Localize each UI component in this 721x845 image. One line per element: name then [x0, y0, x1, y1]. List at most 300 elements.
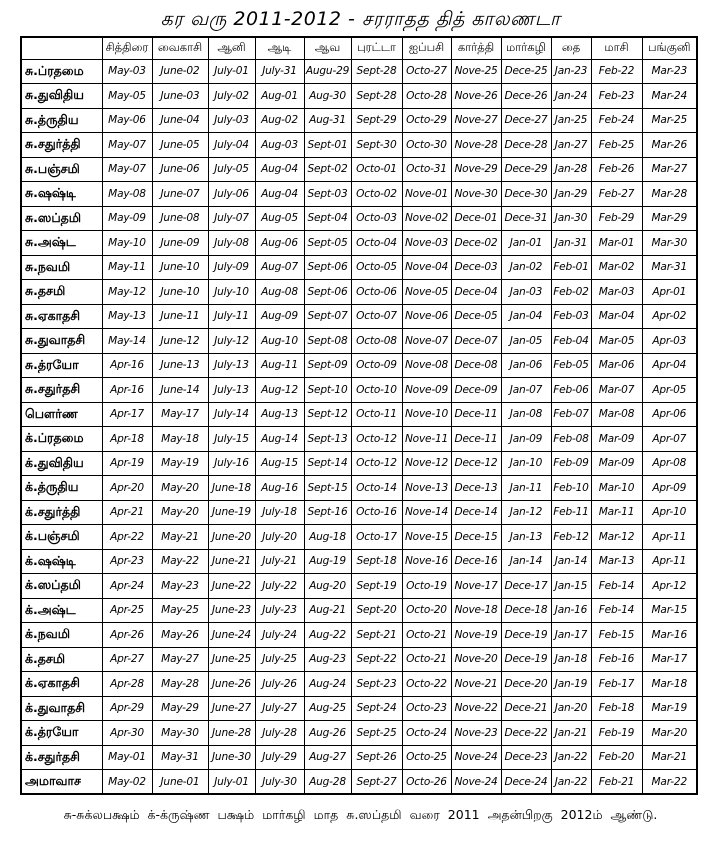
- date-cell: Octo-10: [351, 378, 402, 403]
- date-cell: Octo-02: [351, 182, 402, 207]
- date-cell: Aug-14: [255, 427, 304, 452]
- table-row: [21, 280, 697, 305]
- tithi-name: சு.சதுர்தசி: [21, 378, 102, 403]
- date-cell: Jan-22: [551, 770, 591, 795]
- date-cell: Dece-12: [451, 451, 501, 476]
- date-cell: July-23: [255, 598, 304, 623]
- tithi-name: சு.ஏகாதசி: [21, 304, 102, 329]
- date-cell: Aug-01: [255, 84, 304, 109]
- date-cell: June-06: [152, 157, 208, 182]
- date-cell: Octo-12: [351, 451, 402, 476]
- date-cell: Nove-06: [402, 304, 451, 329]
- date-cell: Octo-14: [351, 476, 402, 501]
- date-cell: Mar-21: [642, 745, 697, 770]
- date-cell: Nove-27: [451, 108, 501, 133]
- date-cell: Aug-10: [255, 329, 304, 354]
- date-cell: Mar-24: [642, 84, 697, 109]
- date-cell: May-06: [102, 108, 152, 133]
- date-cell: Nove-07: [402, 329, 451, 354]
- date-cell: Apr-11: [642, 549, 697, 574]
- date-cell: May-01: [102, 745, 152, 770]
- date-cell: Nove-20: [451, 647, 501, 672]
- date-cell: June-08: [152, 206, 208, 231]
- date-cell: Sept-29: [351, 108, 402, 133]
- corner-cell: [21, 37, 102, 59]
- table-row: [21, 157, 697, 182]
- date-cell: Jan-31: [551, 231, 591, 256]
- tithi-name: சு.துவாதசி: [21, 329, 102, 354]
- date-cell: Octo-17: [351, 525, 402, 550]
- table-row: [21, 353, 697, 378]
- tithi-name: க்.ப்ரதமை: [21, 427, 102, 452]
- date-cell: Aug-23: [304, 647, 351, 672]
- date-cell: July-26: [255, 672, 304, 697]
- date-cell: Aug-19: [304, 549, 351, 574]
- date-cell: Mar-17: [642, 647, 697, 672]
- date-cell: May-10: [102, 231, 152, 256]
- date-cell: Mar-12: [591, 525, 642, 550]
- date-cell: June-02: [152, 59, 208, 84]
- tithi-name: சு.நவமி: [21, 255, 102, 280]
- date-cell: July-24: [255, 623, 304, 648]
- date-cell: Dece-22: [501, 721, 551, 746]
- date-cell: July-08: [208, 231, 255, 256]
- date-cell: Nove-24: [451, 770, 501, 795]
- table-row: [21, 574, 697, 599]
- date-cell: Aug-27: [304, 745, 351, 770]
- date-cell: May-28: [152, 672, 208, 697]
- date-cell: Octo-24: [402, 721, 451, 746]
- date-cell: Mar-19: [642, 696, 697, 721]
- date-cell: Mar-09: [591, 451, 642, 476]
- date-cell: May-26: [152, 623, 208, 648]
- date-cell: Apr-04: [642, 353, 697, 378]
- date-cell: Sept-04: [304, 206, 351, 231]
- date-cell: Jan-08: [501, 402, 551, 427]
- date-cell: Feb-29: [591, 206, 642, 231]
- date-cell: Nove-02: [402, 206, 451, 231]
- date-cell: June-20: [208, 525, 255, 550]
- date-cell: Octo-25: [402, 745, 451, 770]
- date-cell: Augu-29: [304, 59, 351, 84]
- tithi-name: சு.பஞ்சமி: [21, 157, 102, 182]
- tithi-name: அமாவாச: [21, 770, 102, 795]
- date-cell: Octo-22: [402, 672, 451, 697]
- title-name: சரராதத தித் காலணடா: [361, 8, 561, 30]
- table-row: [21, 721, 697, 746]
- date-cell: Octo-29: [402, 108, 451, 133]
- date-cell: Nove-13: [402, 476, 451, 501]
- date-cell: May-19: [152, 451, 208, 476]
- date-cell: Jan-05: [501, 329, 551, 354]
- date-cell: Apr-16: [102, 378, 152, 403]
- date-cell: Mar-13: [591, 549, 642, 574]
- date-cell: May-12: [102, 280, 152, 305]
- tithi-name: சு.சதுர்த்தி: [21, 133, 102, 158]
- date-cell: June-09: [152, 231, 208, 256]
- date-cell: Apr-26: [102, 623, 152, 648]
- date-cell: Nove-15: [402, 525, 451, 550]
- date-cell: Sept-28: [351, 59, 402, 84]
- date-cell: Feb-11: [551, 500, 591, 525]
- table-row: [21, 427, 697, 452]
- date-cell: Aug-28: [304, 770, 351, 795]
- date-cell: Dece-04: [451, 280, 501, 305]
- date-cell: Mar-08: [591, 402, 642, 427]
- tithi-name: க்.நவமி: [21, 623, 102, 648]
- date-cell: May-13: [102, 304, 152, 329]
- date-cell: Sept-06: [304, 280, 351, 305]
- date-cell: Octo-20: [402, 598, 451, 623]
- date-cell: Jan-20: [551, 696, 591, 721]
- date-cell: Feb-01: [551, 255, 591, 280]
- month-header: சித்திரை: [102, 37, 152, 59]
- date-cell: Jan-12: [501, 500, 551, 525]
- date-cell: Sept-25: [351, 721, 402, 746]
- date-cell: Dece-01: [451, 206, 501, 231]
- date-cell: June-13: [152, 353, 208, 378]
- table-row: [21, 329, 697, 354]
- date-cell: June-19: [208, 500, 255, 525]
- date-cell: Apr-27: [102, 647, 152, 672]
- date-cell: Sept-30: [351, 133, 402, 158]
- date-cell: Dece-20: [501, 672, 551, 697]
- date-cell: Aug-21: [304, 598, 351, 623]
- date-cell: Nove-29: [451, 157, 501, 182]
- date-cell: Jan-27: [551, 133, 591, 158]
- date-cell: Jan-06: [501, 353, 551, 378]
- date-cell: Jan-14: [551, 549, 591, 574]
- tithi-name: க்.அஷ்ட: [21, 598, 102, 623]
- date-cell: July-05: [208, 157, 255, 182]
- date-cell: Aug-08: [255, 280, 304, 305]
- date-cell: July-04: [208, 133, 255, 158]
- date-cell: July-31: [255, 59, 304, 84]
- date-cell: Aug-30: [304, 84, 351, 109]
- date-cell: July-22: [255, 574, 304, 599]
- date-cell: Nove-25: [451, 59, 501, 84]
- date-cell: Octo-30: [402, 133, 451, 158]
- date-cell: Aug-15: [255, 451, 304, 476]
- date-cell: June-30: [208, 745, 255, 770]
- date-cell: Mar-29: [642, 206, 697, 231]
- date-cell: Apr-08: [642, 451, 697, 476]
- month-header: புரட்டா: [351, 37, 402, 59]
- date-cell: Apr-02: [642, 304, 697, 329]
- date-cell: Apr-01: [642, 280, 697, 305]
- date-cell: May-02: [102, 770, 152, 795]
- date-cell: Sept-27: [351, 770, 402, 795]
- date-cell: Dece-23: [501, 745, 551, 770]
- date-cell: July-20: [255, 525, 304, 550]
- table-row: [21, 476, 697, 501]
- date-cell: Jan-11: [501, 476, 551, 501]
- date-cell: Sept-28: [351, 84, 402, 109]
- date-cell: Feb-10: [551, 476, 591, 501]
- date-cell: Mar-30: [642, 231, 697, 256]
- date-cell: Sept-16: [304, 500, 351, 525]
- date-cell: Dece-19: [501, 623, 551, 648]
- date-cell: Feb-17: [591, 672, 642, 697]
- date-cell: May-27: [152, 647, 208, 672]
- date-cell: May-09: [102, 206, 152, 231]
- tithi-name: க்.துவிதிய: [21, 451, 102, 476]
- date-cell: Nove-04: [402, 255, 451, 280]
- date-cell: Jan-28: [551, 157, 591, 182]
- date-cell: Dece-21: [501, 696, 551, 721]
- date-cell: Nove-17: [451, 574, 501, 599]
- date-cell: Nove-19: [451, 623, 501, 648]
- date-cell: Apr-10: [642, 500, 697, 525]
- date-cell: Sept-21: [351, 623, 402, 648]
- tithi-calendar-table: [20, 36, 698, 795]
- date-cell: Aug-06: [255, 231, 304, 256]
- table-row: [21, 525, 697, 550]
- tithi-name: க்.சதுர்தசி: [21, 745, 102, 770]
- date-cell: Nove-10: [402, 402, 451, 427]
- date-cell: June-23: [208, 598, 255, 623]
- footer-note: சு-சுக்லபக்ஷம் க்-க்ருஷ்ண பக்ஷம் மார்கழி மாத சு.ஸப்தமி வரை 2011 அதன்பிறகு 2012ம் ஆண்டு.: [63, 807, 658, 822]
- date-cell: Sept-15: [304, 476, 351, 501]
- table-row: [21, 598, 697, 623]
- date-cell: Dece-13: [451, 476, 501, 501]
- date-cell: June-18: [208, 476, 255, 501]
- table-row: [21, 84, 697, 109]
- table-row: [21, 647, 697, 672]
- date-cell: Octo-16: [351, 500, 402, 525]
- date-cell: Mar-15: [642, 598, 697, 623]
- table-row: [21, 696, 697, 721]
- date-cell: Mar-05: [591, 329, 642, 354]
- date-cell: July-15: [208, 427, 255, 452]
- date-cell: Jan-22: [551, 745, 591, 770]
- date-cell: Nove-23: [451, 721, 501, 746]
- date-cell: July-03: [208, 108, 255, 133]
- date-cell: Feb-07: [551, 402, 591, 427]
- tithi-name: சு.துவிதிய: [21, 84, 102, 109]
- date-cell: Mar-28: [642, 182, 697, 207]
- date-cell: Jan-15: [551, 574, 591, 599]
- table-row: [21, 402, 697, 427]
- date-cell: Nove-30: [451, 182, 501, 207]
- month-header: ஆனி: [208, 37, 255, 59]
- date-cell: Dece-15: [451, 525, 501, 550]
- date-cell: Apr-28: [102, 672, 152, 697]
- date-cell: Jan-30: [551, 206, 591, 231]
- date-cell: Dece-18: [501, 598, 551, 623]
- date-cell: Feb-03: [551, 304, 591, 329]
- date-cell: June-12: [152, 329, 208, 354]
- date-cell: Octo-06: [351, 280, 402, 305]
- date-cell: July-25: [255, 647, 304, 672]
- date-cell: June-21: [208, 549, 255, 574]
- date-cell: May-25: [152, 598, 208, 623]
- date-cell: July-30: [255, 770, 304, 795]
- date-cell: Sept-22: [351, 647, 402, 672]
- month-header: பங்குனி: [642, 37, 697, 59]
- date-cell: Sept-14: [304, 451, 351, 476]
- date-cell: Nove-12: [402, 451, 451, 476]
- date-cell: Jan-21: [551, 721, 591, 746]
- date-cell: May-03: [102, 59, 152, 84]
- date-cell: Dece-27: [501, 108, 551, 133]
- month-header: ஐப்பசி: [402, 37, 451, 59]
- date-cell: Mar-03: [591, 280, 642, 305]
- date-cell: May-29: [152, 696, 208, 721]
- date-cell: May-20: [152, 476, 208, 501]
- date-cell: Apr-29: [102, 696, 152, 721]
- date-cell: June-24: [208, 623, 255, 648]
- month-header: ஆவ: [304, 37, 351, 59]
- date-cell: July-29: [255, 745, 304, 770]
- tithi-name: க்.பஞ்சமி: [21, 525, 102, 550]
- date-cell: May-08: [102, 182, 152, 207]
- date-cell: Dece-07: [451, 329, 501, 354]
- date-cell: Aug-20: [304, 574, 351, 599]
- date-cell: Dece-08: [451, 353, 501, 378]
- date-cell: Apr-20: [102, 476, 152, 501]
- date-cell: May-20: [152, 500, 208, 525]
- date-cell: Apr-11: [642, 525, 697, 550]
- date-cell: July-02: [208, 84, 255, 109]
- date-cell: Octo-01: [351, 157, 402, 182]
- date-cell: June-07: [152, 182, 208, 207]
- tithi-name: சு.ப்ரதமை: [21, 59, 102, 84]
- date-cell: Feb-14: [591, 574, 642, 599]
- date-cell: Mar-25: [642, 108, 697, 133]
- date-cell: Jan-09: [501, 427, 551, 452]
- date-cell: Feb-25: [591, 133, 642, 158]
- date-cell: Sept-01: [304, 133, 351, 158]
- date-cell: Apr-23: [102, 549, 152, 574]
- date-cell: Aug-09: [255, 304, 304, 329]
- date-cell: Apr-24: [102, 574, 152, 599]
- date-cell: Octo-11: [351, 402, 402, 427]
- date-cell: Apr-19: [102, 451, 152, 476]
- date-cell: July-01: [208, 770, 255, 795]
- date-cell: Sept-03: [304, 182, 351, 207]
- date-cell: Apr-16: [102, 353, 152, 378]
- date-cell: Apr-30: [102, 721, 152, 746]
- date-cell: Feb-05: [551, 353, 591, 378]
- tithi-name: க்.த்ரயோ: [21, 721, 102, 746]
- date-cell: Nove-28: [451, 133, 501, 158]
- date-cell: July-07: [208, 206, 255, 231]
- date-cell: Octo-03: [351, 206, 402, 231]
- date-cell: Nove-26: [451, 84, 501, 109]
- date-cell: Aug-07: [255, 255, 304, 280]
- date-cell: Mar-27: [642, 157, 697, 182]
- date-cell: Feb-20: [591, 745, 642, 770]
- date-cell: Dece-28: [501, 133, 551, 158]
- date-cell: Aug-05: [255, 206, 304, 231]
- tithi-name: க்.ஷஷ்டி: [21, 549, 102, 574]
- date-cell: June-04: [152, 108, 208, 133]
- date-cell: Dece-24: [501, 770, 551, 795]
- table-row: [21, 304, 697, 329]
- date-cell: Jan-23: [551, 59, 591, 84]
- date-cell: Dece-25: [501, 59, 551, 84]
- calendar-body: [21, 59, 697, 794]
- date-cell: May-07: [102, 133, 152, 158]
- date-cell: June-11: [152, 304, 208, 329]
- tithi-name: க்.ஏகாதசி: [21, 672, 102, 697]
- tithi-name: பௌர்ண: [21, 402, 102, 427]
- date-cell: June-01: [152, 770, 208, 795]
- date-cell: July-09: [208, 255, 255, 280]
- table-row: [21, 623, 697, 648]
- date-cell: Aug-12: [255, 378, 304, 403]
- date-cell: Sept-20: [351, 598, 402, 623]
- date-cell: Aug-25: [304, 696, 351, 721]
- date-cell: Octo-21: [402, 623, 451, 648]
- date-cell: Mar-04: [591, 304, 642, 329]
- date-cell: Octo-09: [351, 353, 402, 378]
- date-cell: Dece-17: [501, 574, 551, 599]
- date-cell: Nove-14: [402, 500, 451, 525]
- date-cell: Feb-22: [591, 59, 642, 84]
- date-cell: Apr-22: [102, 525, 152, 550]
- tithi-name: சு.ஷஷ்டி: [21, 182, 102, 207]
- table-row: [21, 133, 697, 158]
- date-cell: Feb-16: [591, 647, 642, 672]
- date-cell: Feb-23: [591, 84, 642, 109]
- table-row: [21, 182, 697, 207]
- tithi-name: சு.த்ரயோ: [21, 353, 102, 378]
- date-cell: Octo-19: [402, 574, 451, 599]
- date-cell: June-10: [152, 255, 208, 280]
- date-cell: Feb-27: [591, 182, 642, 207]
- date-cell: May-18: [152, 427, 208, 452]
- date-cell: Feb-15: [591, 623, 642, 648]
- date-cell: Feb-04: [551, 329, 591, 354]
- tithi-name: க்.துவாதசி: [21, 696, 102, 721]
- date-cell: Sept-09: [304, 353, 351, 378]
- date-cell: Dece-31: [501, 206, 551, 231]
- date-cell: June-25: [208, 647, 255, 672]
- date-cell: July-12: [208, 329, 255, 354]
- date-cell: Dece-30: [501, 182, 551, 207]
- date-cell: May-17: [152, 402, 208, 427]
- date-cell: Jan-13: [501, 525, 551, 550]
- date-cell: Nove-16: [402, 549, 451, 574]
- date-cell: Nove-01: [402, 182, 451, 207]
- date-cell: Sept-05: [304, 231, 351, 256]
- date-cell: Sept-23: [351, 672, 402, 697]
- date-cell: Jan-29: [551, 182, 591, 207]
- date-cell: July-28: [255, 721, 304, 746]
- date-cell: Sept-18: [351, 549, 402, 574]
- date-cell: Feb-09: [551, 451, 591, 476]
- date-cell: Dece-03: [451, 255, 501, 280]
- month-header-row: [21, 37, 697, 59]
- table-row: [21, 255, 697, 280]
- date-cell: Feb-19: [591, 721, 642, 746]
- date-cell: Octo-26: [402, 770, 451, 795]
- date-cell: Mar-06: [591, 353, 642, 378]
- date-cell: Mar-20: [642, 721, 697, 746]
- date-cell: Feb-24: [591, 108, 642, 133]
- tithi-name: க்.சதுர்த்தி: [21, 500, 102, 525]
- date-cell: Jan-01: [501, 231, 551, 256]
- table-row: [21, 745, 697, 770]
- date-cell: July-10: [208, 280, 255, 305]
- date-cell: Sept-07: [304, 304, 351, 329]
- date-cell: Octo-12: [351, 427, 402, 452]
- date-cell: Octo-27: [402, 59, 451, 84]
- month-header: கார்த்தி: [451, 37, 501, 59]
- table-row: [21, 206, 697, 231]
